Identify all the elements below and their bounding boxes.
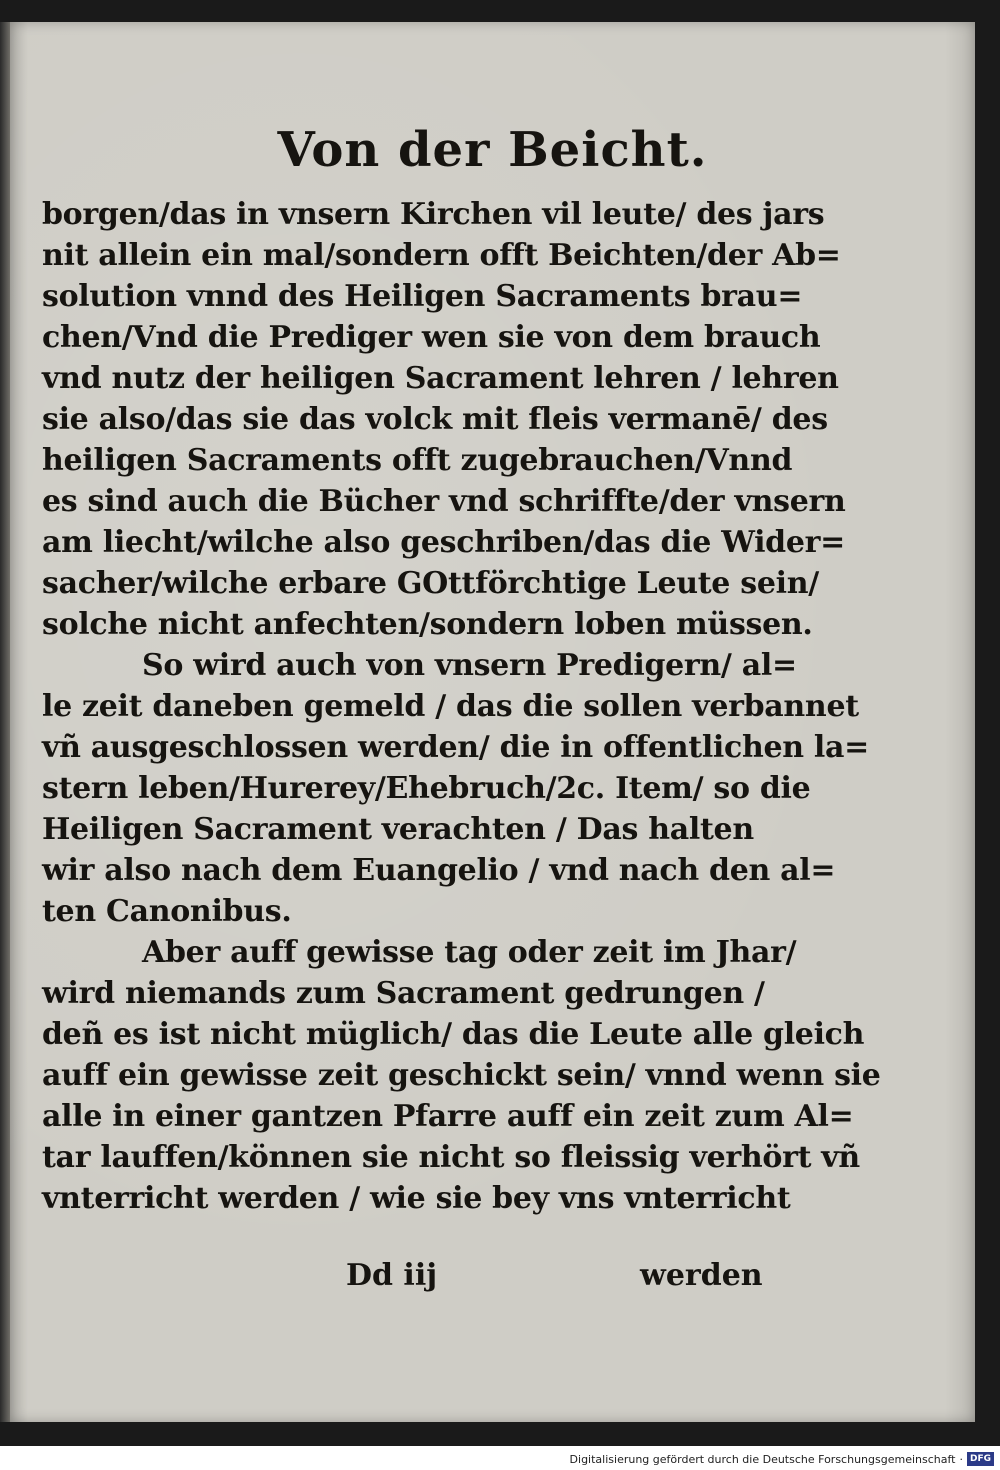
text-line: ten Canonibus. [42, 894, 292, 929]
signature-mark: Dd iij [346, 1258, 438, 1293]
text-line: So wird auch von vnsern Predigern/ al= [142, 648, 797, 683]
digitization-credit [570, 1449, 994, 1469]
text-line: deñ es ist nicht müglich/ das die Leute alle gleich [42, 1017, 865, 1052]
dfg-logo-icon: DFG [967, 1452, 994, 1466]
text-line: alle in einer gantzen Pfarre auff ein zeit zum Al= [42, 1099, 854, 1134]
text-line: vñ ausgeschlossen werden/ die in offentlichen la= [42, 730, 869, 765]
page-foot [10, 1255, 975, 1296]
text-line: solution vnnd des Heiligen Sacraments brau= [42, 279, 803, 314]
text-line: es sind auch die Bücher vnd schriffte/der vnsern [42, 484, 846, 519]
text-block [42, 194, 881, 1219]
text-line: sie also/das sie das volck mit fleis vermanē/ des [42, 402, 828, 437]
text-line: chen/Vnd die Prediger wen sie von dem brauch [42, 320, 821, 355]
text-line: nit allein ein mal/sondern offt Beichten/der Ab= [42, 238, 841, 273]
text-line: heiligen Sacraments offt zugebrauchen/Vnnd [42, 443, 793, 478]
text-line: auff ein gewisse zeit geschickt sein/ vnnd wenn sie [42, 1058, 881, 1093]
text-line: Aber auff gewisse tag oder zeit im Jhar/ [142, 935, 797, 970]
text-line: Heiligen Sacrament verachten / Das halten [42, 812, 754, 847]
book-page [10, 22, 975, 1422]
text-line: wird niemands zum Sacrament gedrungen / [42, 976, 765, 1011]
page-binding-edge [0, 22, 10, 1422]
text-line: vnd nutz der heiligen Sacrament lehren / lehren [42, 361, 839, 396]
text-line: borgen/das in vnsern Kirchen vil leute/ des jars [42, 197, 825, 232]
running-head: Von der Beicht. [277, 122, 708, 178]
text-line: le zeit daneben gemeld / das die sollen verbannet [42, 689, 859, 724]
text-line: vnterricht werden / wie sie bey vns vnterricht [42, 1181, 791, 1216]
text-line: stern leben/Hurerey/Ehebruch/2c. Item/ so die [42, 771, 811, 806]
text-line: am liecht/wilche also geschriben/das die Wider= [42, 525, 845, 560]
text-line: solche nicht anfechten/sondern loben müssen. [42, 607, 813, 642]
catchword: werden [640, 1258, 763, 1293]
text-line: sacher/wilche erbare GOttförchtige Leute sein/ [42, 566, 819, 601]
text-line: tar lauffen/können sie nicht so fleissig verhört vñ [42, 1140, 860, 1175]
text-line: wir also nach dem Euangelio / vnd nach den al= [42, 853, 836, 888]
credit-text: Digitalisierung gefördert durch die Deutsche Forschungsgemeinschaft [569, 1452, 956, 1466]
separator: · [959, 1452, 963, 1466]
